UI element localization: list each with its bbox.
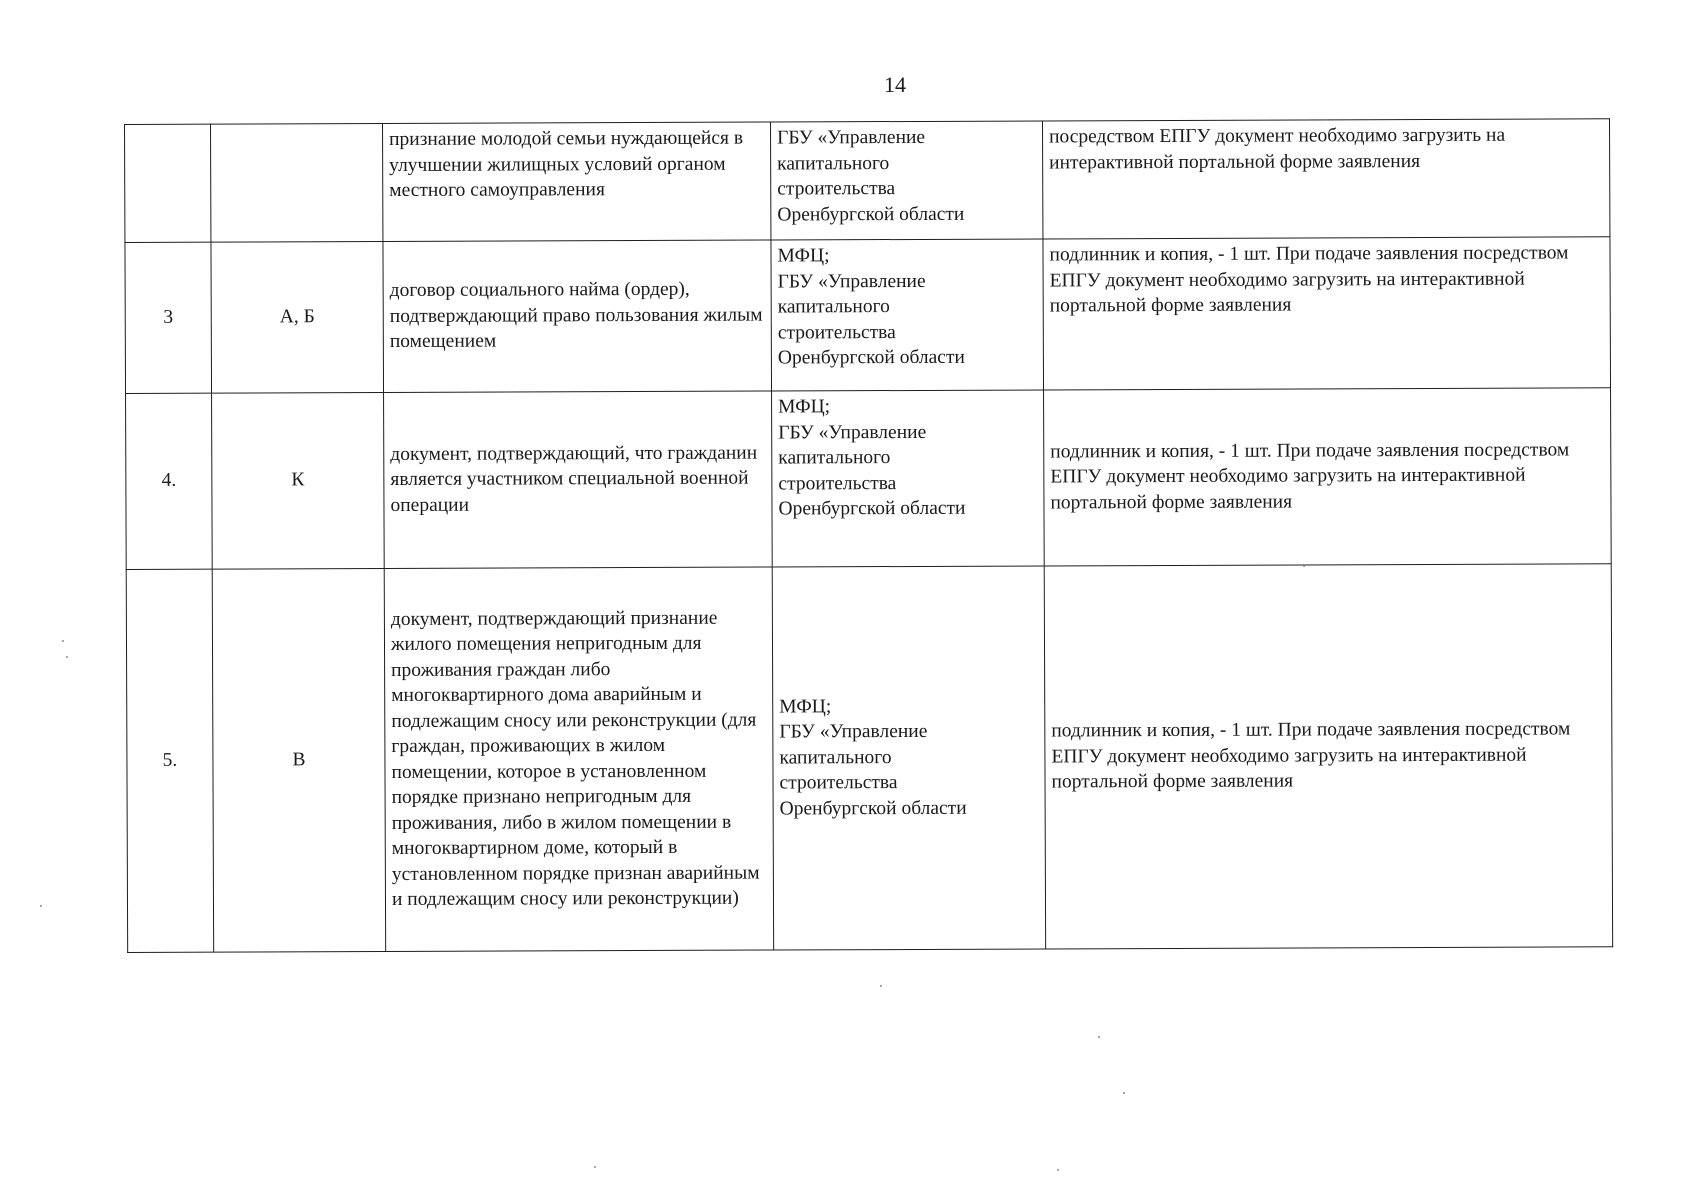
organization-line: ГБУ «Управление: [778, 421, 927, 443]
table-row: [125, 237, 1611, 394]
row-number-cell: 4.: [126, 393, 213, 569]
scan-speck: [594, 1166, 596, 1168]
note-cell: подлинник и копия, - 1 шт. При подаче заявления посредством ЕПГУ документ необходимо загрузить на интерактивной портальной форме заявления: [1044, 388, 1612, 566]
scan-speck: [66, 656, 68, 658]
scan-speck: [1098, 1036, 1100, 1038]
scan-speck: [880, 985, 882, 987]
document-cell: признание молодой семьи нуждающейся в улучшении жилищных условий органом местного самоуправления: [383, 122, 771, 241]
organization-line: Оренбургской области: [777, 346, 965, 369]
organization-line: капитального: [778, 447, 891, 469]
organization-line: строительства: [777, 178, 896, 200]
organization-line: ГБУ «Управление: [777, 126, 926, 149]
organization-line: МФЦ;: [779, 696, 832, 718]
table-row: [125, 119, 1610, 243]
organization-cell: [771, 239, 1044, 391]
category-cell: В: [212, 569, 385, 953]
scan-speck: [1057, 1169, 1059, 1171]
scan-speck: [1303, 565, 1305, 567]
organization-line: МФЦ;: [778, 396, 831, 418]
note-cell: подлинник и копия, - 1 шт. При подаче заявления посредством ЕПГУ документ необходимо загрузить на интерактивной портальной форме заявления: [1043, 237, 1611, 390]
scan-speck: [40, 905, 42, 907]
organization-cell: [770, 121, 1042, 240]
table-row: [126, 388, 1612, 570]
document-cell: документ, подтверждающий признание жилого помещения непригодным для проживания граждан либо многоквартирного дома аварийным и подлежащим сносу или реконструкции (для граждан, проживающих в жилом помещении, которое в установленном порядке признано непригодным для проживания, либо в жилом помещении в многоквартирном доме, который в установленном порядке признан аварийным и подлежащим сносу или реконструкции): [384, 567, 773, 951]
note-cell: посредством ЕПГУ документ необходимо загрузить на интерактивной портальной форме заявления: [1042, 119, 1609, 239]
organization-cell: [772, 390, 1045, 567]
organization-line: ГБУ «Управление: [779, 721, 928, 743]
organization-line: капитального: [779, 746, 892, 769]
organization-line: Оренбургской области: [777, 203, 965, 225]
organization-line: строительства: [779, 772, 898, 794]
organization-line: строительства: [778, 472, 897, 494]
organization-line: Оренбургской области: [778, 497, 966, 520]
table-row: [126, 564, 1612, 953]
category-cell: [211, 124, 383, 243]
organization-cell: [772, 566, 1045, 950]
row-number-cell: [125, 124, 211, 242]
row-number-cell: 5.: [126, 569, 213, 952]
organization-line: Оренбургской области: [779, 797, 967, 820]
document-cell: договор социального найма (ордер), подтверждающий право пользования жилым помещением: [383, 240, 772, 392]
document-cell: документ, подтверждающий, что гражданин является участником специальной военной операции: [384, 391, 773, 568]
note-cell: подлинник и копия, - 1 шт. При подаче заявления посредством ЕПГУ документ необходимо загрузить на интерактивной портальной форме заявления: [1044, 564, 1612, 949]
documents-table: [124, 118, 1613, 953]
organization-line: капитального: [777, 296, 890, 318]
category-cell: А, Б: [211, 242, 384, 394]
scan-speck: [62, 640, 64, 642]
scan-speck: [1123, 1092, 1125, 1094]
row-number-cell: 3: [125, 242, 212, 393]
organization-line: строительства: [777, 321, 896, 343]
page-number: 14: [884, 72, 906, 97]
organization-line: МФЦ;: [777, 245, 830, 267]
category-cell: К: [212, 393, 385, 570]
organization-line: капитального: [777, 152, 890, 174]
organization-line: ГБУ «Управление: [777, 270, 926, 292]
